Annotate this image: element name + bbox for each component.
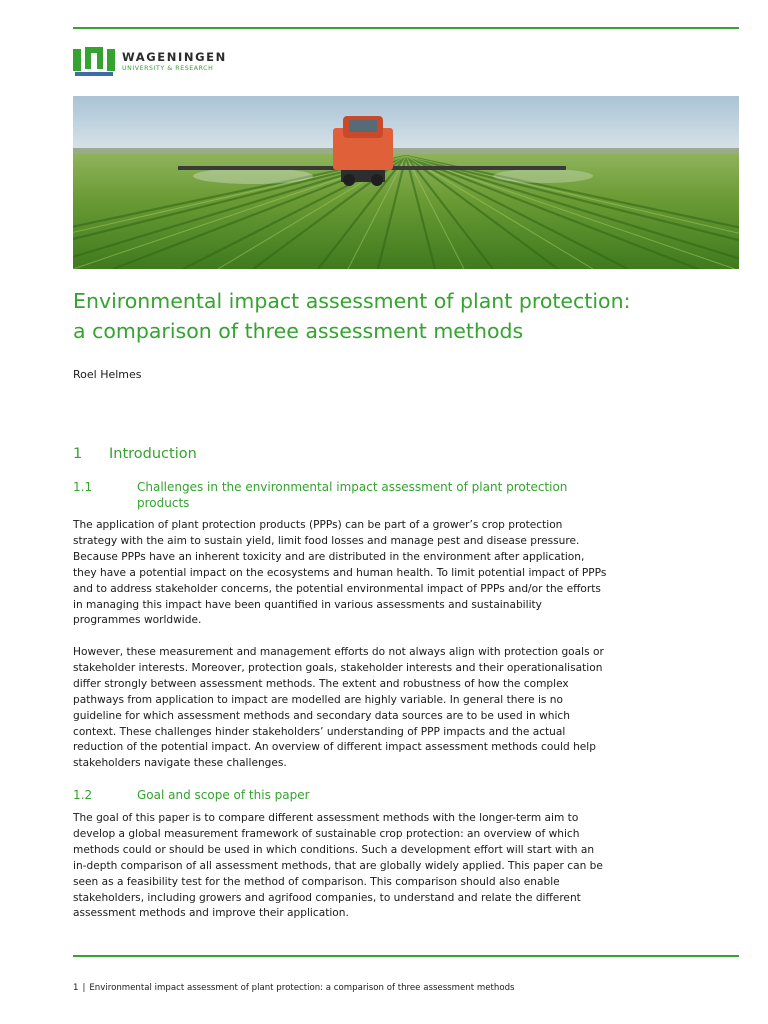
- logo-subtitle: UNIVERSITY & RESEARCH: [122, 65, 214, 73]
- subsection-title-line: Challenges in the environmental impact assessment of plant protection: [137, 480, 568, 494]
- footer-title: Environmental impact assessment of plant protection: a comparison of three assessment methods: [89, 983, 515, 993]
- section-heading-1: [73, 446, 197, 462]
- subsection-title-line: products: [137, 496, 190, 510]
- paper-title-line: a comparison of three assessment methods: [73, 319, 524, 343]
- paper-title: [73, 286, 753, 346]
- text-line: Because PPPs have an inherent toxicity and are distributed in the environment after application,: [73, 550, 585, 563]
- bottom-rule: [73, 955, 739, 957]
- author-name: Roel Helmes: [73, 368, 142, 381]
- logo-name: WAGENINGEN: [122, 49, 227, 64]
- text-line: strategy with the aim to sustain yield, limit food losses and manage pest and disease pressure.: [73, 534, 580, 547]
- text-line: guideline for which assessment methods and secondary data sources are to be used in which: [73, 709, 570, 722]
- paragraph: [73, 811, 643, 922]
- text-line: differ strongly between assessment methods. The extent and robustness of how the complex: [73, 677, 569, 690]
- text-line: seen as a feasibility test for the method of comparison. This comparison should also enable: [73, 875, 560, 888]
- text-line: in managing this impact have been quantified in various assessments and sustainability: [73, 598, 542, 611]
- text-line: stakeholder interests. Moreover, protection goals, stakeholder interests and their operationalisation: [73, 661, 603, 674]
- page-footer: [73, 983, 515, 993]
- text-line: methods could or should be used in which conditions. Such a development effort will start with an: [73, 843, 595, 856]
- text-line: in-depth comparison of all assessment methods, that are globally widely applied. This paper can be: [73, 859, 603, 872]
- paper-title-line: Environmental impact assessment of plant protection:: [73, 289, 631, 313]
- text-line: and to address stakeholder concerns, the potential environmental impact of PPPs and/or the efforts: [73, 582, 601, 595]
- footer-separator: |: [82, 983, 86, 993]
- text-line: However, these measurement and management efforts do not always align with protection goals or: [73, 646, 604, 658]
- text-line: assessment methods and improve their application.: [73, 907, 349, 920]
- paragraph: [73, 518, 643, 629]
- text-line: reduction of the potential impact. An overview of different impact assessment methods could help: [73, 741, 596, 754]
- wur-logo: [73, 47, 227, 77]
- text-line: The goal of this paper is to compare different assessment methods with the longer-term aim to: [73, 812, 579, 824]
- top-rule: [73, 27, 739, 29]
- section-number: 1: [73, 446, 83, 462]
- subsection-number: 1.2: [73, 788, 93, 802]
- text-line: they have a potential impact on the ecosystems and human health. To limit potential impact of PPPs: [73, 566, 607, 579]
- text-line: The application of plant protection products (PPPs) can be part of a grower’s crop protection: [73, 519, 563, 531]
- hero-photo: [73, 96, 739, 269]
- section-title: Introduction: [109, 446, 197, 462]
- subsection-title: Goal and scope of this paper: [137, 788, 310, 802]
- text-line: pathways from application to impact are modelled are highly variable. In general there is no: [73, 693, 563, 706]
- paragraph: [73, 645, 643, 772]
- text-line: programmes worldwide.: [73, 614, 202, 627]
- crop-sprayer-photo-icon: [73, 96, 739, 269]
- text-line: context. These challenges hinder stakeholders’ understanding of PPP impacts and the actual: [73, 725, 566, 738]
- text-line: develop a global measurement framework of sustainable crop protection: an overview of which: [73, 827, 580, 840]
- wur-emblem-icon: [73, 47, 115, 77]
- subsection-number: 1.1: [73, 480, 93, 494]
- page-number: 1: [73, 983, 79, 993]
- text-line: stakeholders navigate these challenges.: [73, 757, 287, 770]
- subsection-heading-1-1: [73, 479, 697, 511]
- text-line: stakeholders, including growers and agrifood companies, to understand and relate the different: [73, 891, 581, 904]
- subsection-heading-1-2: [73, 787, 697, 803]
